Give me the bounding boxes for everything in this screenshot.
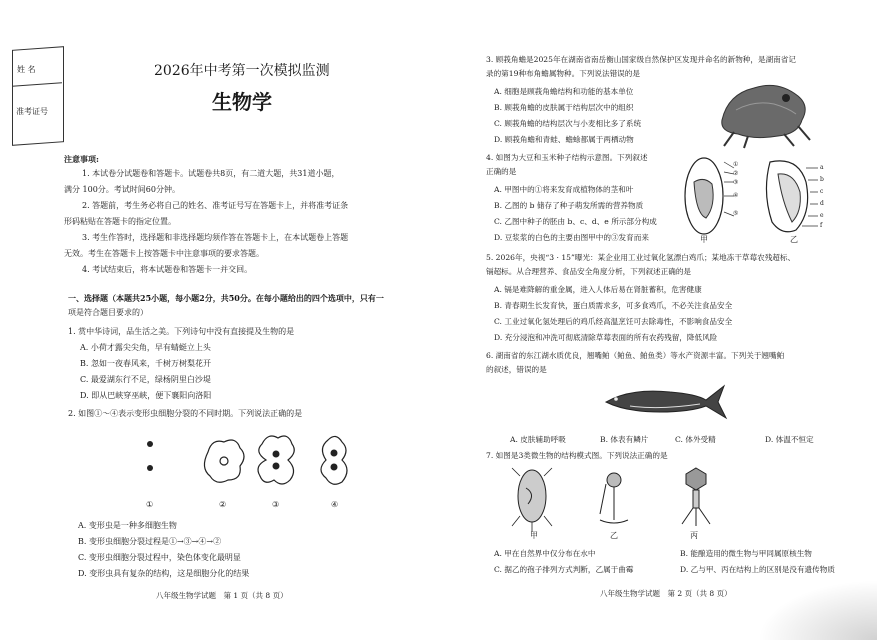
q6-stem-cont: 的叙述，错误的是 bbox=[486, 365, 547, 374]
q4-option-d[interactable]: D. 豆浆浆的白色的主要由图甲中的③发育而来 bbox=[494, 233, 649, 242]
q7-option-c[interactable]: C. 据乙的孢子排列方式判断，乙属于曲霉 bbox=[494, 565, 634, 574]
seed-label-2: ② bbox=[733, 170, 739, 177]
q5-option-c[interactable]: C. 工业过氧化氢处理后的鸡爪经高温烹饪可去除毒性，不影响食品安全 bbox=[494, 317, 733, 326]
notes-line: 3. 考生作答时，选择题和非选择题均须作答在答题卡上，在本试题卷上答题 bbox=[82, 233, 349, 242]
q6-option-a[interactable]: A. 皮肤辅助呼吸 bbox=[510, 435, 566, 444]
page-footer-left: 八年级生物学试题 第 1 页（共 8 页） bbox=[156, 591, 288, 600]
q3-option-a[interactable]: A. 细胞是顾莪角蟾结构和功能的基本单位 bbox=[494, 87, 634, 96]
notes-line: 无效。考生在答题卡上按答题卡中注意事项的要求答题。 bbox=[64, 249, 264, 258]
q6-option-d[interactable]: D. 体温不恒定 bbox=[765, 435, 814, 444]
q3-stem-cont: 录的第19种布角蟾属物种。下列说法错误的是 bbox=[486, 69, 640, 78]
q5-stem-cont: 镉超标。从合理营养、食品安全角度分析，下列叙述正确的是 bbox=[486, 267, 692, 276]
seed-label-3: ③ bbox=[733, 179, 739, 186]
q6-option-b[interactable]: B. 体表有鳞片 bbox=[600, 435, 649, 444]
q3-stem: 3. 顾莪角蟾是2025年在湖南省南岳衡山国家级自然保护区发现并命名的新物种，是湖南省记 bbox=[486, 55, 796, 64]
q5-stem: 5. 2026年，央视“3 · 15”曝光：某企业用工业过氧化氢漂白鸡爪；某地冻干草莓农残超标、 bbox=[486, 253, 796, 262]
q4-option-a[interactable]: A. 甲图中的①将来发育成植物体的茎和叶 bbox=[494, 185, 634, 194]
amoeba-3-nucleus-top bbox=[273, 451, 280, 458]
notes-line: 4. 考试结束后，将本试题卷和答题卡一并交回。 bbox=[82, 265, 253, 274]
page-footer-right: 八年级生物学试题 第 2 页（共 8 页） bbox=[600, 589, 732, 598]
right-page bbox=[450, 8, 870, 633]
virus bbox=[682, 468, 710, 526]
amoeba-4-nucleus-bottom bbox=[331, 464, 338, 471]
q6-option-c[interactable]: C. 体外受精 bbox=[675, 435, 716, 444]
notes-line: 2. 答题前，考生务必将自己的姓名、准考证号写在答题卡上，并将准考证条 bbox=[82, 201, 349, 210]
amoeba-2-nucleus bbox=[220, 457, 228, 465]
q5-option-a[interactable]: A. 镉是难降解的重金属，进入人体后易在肾脏蓄积，危害健康 bbox=[494, 285, 702, 294]
exam-title: 2026年中考第一次模拟监测 bbox=[154, 63, 330, 79]
notes-line: 满分 100分。考试时间60分钟。 bbox=[64, 185, 180, 194]
q5-option-d[interactable]: D. 充分浸泡和冲洗可彻底清除草莓表面的所有农药残留，降低风险 bbox=[494, 333, 718, 342]
q7-option-a[interactable]: A. 甲在自然界中仅分布在水中 bbox=[494, 549, 596, 558]
microbe-label-yi: 乙 bbox=[610, 531, 618, 540]
seed-label-jia: 甲 bbox=[700, 235, 708, 244]
section1-heading: 一、选择题（本题共25小题，每小题2分，共50分。在每小题给出的四个选项中，只有一 bbox=[68, 293, 384, 303]
seed-label-c: c bbox=[820, 188, 824, 195]
fish-image bbox=[600, 376, 730, 426]
amoeba-3-nucleus-bottom bbox=[273, 463, 280, 470]
microbe-label-jia: 甲 bbox=[530, 531, 538, 540]
amoeba-4-nucleus-top bbox=[331, 450, 338, 457]
amoeba-2-outline bbox=[204, 440, 244, 482]
ticket-label: 准考证号 bbox=[16, 107, 48, 116]
q3-option-d[interactable]: D. 顾莪角蟾和青蛙、蟾蜍都属于两栖动物 bbox=[494, 135, 634, 144]
q2-option-a[interactable]: A. 变形虫是一种多细胞生物 bbox=[78, 521, 177, 530]
amoeba-1-nucleus-bottom bbox=[147, 465, 153, 471]
q2-option-b[interactable]: B. 变形虫细胞分裂过程是①→③→④→② bbox=[78, 537, 222, 546]
amoeba-1-nucleus-top bbox=[147, 441, 153, 447]
amoeba-4-outline bbox=[321, 436, 347, 484]
q1-option-b[interactable]: B. 忽如一夜春风来，千树万树梨花开 bbox=[80, 359, 211, 368]
notes-heading: 注意事项: bbox=[64, 154, 99, 164]
q1-option-d[interactable]: D. 即从巴峡穿巫峡，便下襄阳向洛阳 bbox=[80, 391, 212, 400]
seed-label-f: f bbox=[820, 222, 823, 229]
fig-label-2: ② bbox=[219, 500, 227, 509]
fig-label-3: ③ bbox=[272, 500, 280, 509]
seed-structure-figure bbox=[682, 152, 832, 238]
amoeba-3-outline bbox=[258, 436, 294, 484]
q7-option-d[interactable]: D. 乙与甲、丙在结构上的区别是没有遗传物质 bbox=[680, 565, 835, 574]
fig-label-1: ① bbox=[146, 500, 154, 509]
q2-option-c[interactable]: C. 变形虫细胞分裂过程中，染色体变化最明显 bbox=[78, 553, 241, 562]
q3-option-c[interactable]: C. 顾莪角蟾的结构层次与小麦相比多了系统 bbox=[494, 119, 642, 128]
section1-heading-cont: 项是符合题目要求的） bbox=[68, 308, 148, 317]
q7-stem: 7. 如图是3类微生物的结构模式图。下列说法正确的是 bbox=[486, 451, 668, 460]
q1-option-c[interactable]: C. 最爱湖东行不足，绿杨阴里白沙堤 bbox=[80, 375, 211, 384]
q1-option-a[interactable]: A. 小荷才露尖尖角，早有蜻蜓立上头 bbox=[80, 343, 211, 352]
q5-option-b[interactable]: B. 青春期生长发育快，蛋白质需求多，可多食鸡爪，不必关注食品安全 bbox=[494, 301, 733, 310]
q4-option-b[interactable]: B. 乙图的 b 储存了种子萌发所需的营养物质 bbox=[494, 201, 644, 210]
q7-option-b[interactable]: B. 能酿造用的微生物与甲同属原核生物 bbox=[680, 549, 812, 558]
toad-image bbox=[714, 70, 814, 150]
seed-label-yi: 乙 bbox=[790, 235, 798, 244]
q2-stem: 2. 如图①～④表示变形虫细胞分裂的不同时期。下列说法正确的是 bbox=[68, 409, 303, 418]
q1-stem: 1. 赏中华诗词，品生活之美。下列诗句中没有直接提及生物的是 bbox=[68, 327, 295, 336]
id-box bbox=[12, 46, 64, 146]
mold bbox=[600, 473, 628, 523]
left-page bbox=[6, 8, 426, 633]
q4-stem: 4. 如图为大豆和玉米种子结构示意图。下列叙述 bbox=[486, 153, 648, 162]
seed-label-4: ④ bbox=[733, 192, 739, 199]
q4-option-c[interactable]: C. 乙图中种子的胚由 b、c、d、e 所示部分构成 bbox=[494, 217, 657, 226]
notes-line: 1. 本试卷分试题卷和答题卡。试题卷共8页，有二道大题，共31道小题， bbox=[82, 169, 340, 178]
notes-line: 形码粘贴在答题卡的指定位置。 bbox=[64, 217, 176, 226]
q6-stem: 6. 湖南省的东江湖水质优良，翘嘴鲌（鲌鱼、鮊鱼类）等水产资源丰富。下列关于翘嘴鲌 bbox=[486, 351, 785, 360]
seed-label-d: d bbox=[820, 200, 824, 207]
subject-title: 生物学 bbox=[212, 90, 272, 114]
seed-label-5: ⑤ bbox=[733, 210, 739, 217]
name-label: 姓 名 bbox=[17, 65, 36, 74]
seed-label-a: a bbox=[820, 164, 824, 171]
microbe-label-bing: 丙 bbox=[690, 531, 698, 540]
seed-label-b: b bbox=[820, 176, 824, 183]
q3-option-b[interactable]: B. 顾莪角蟾的皮肤属于结构层次中的组织 bbox=[494, 103, 634, 112]
microbes-figure bbox=[510, 464, 740, 534]
seed-label-1: ① bbox=[733, 161, 739, 168]
fig-label-4: ④ bbox=[331, 500, 339, 509]
amoeba-division-figure bbox=[116, 430, 366, 510]
corner-shadow bbox=[757, 580, 877, 640]
q4-stem-cont: 正确的是 bbox=[486, 167, 517, 176]
seed-label-e: e bbox=[820, 212, 824, 219]
q2-option-d[interactable]: D. 变形虫具有复杂的结构，这是细胞分化的结果 bbox=[78, 569, 250, 578]
